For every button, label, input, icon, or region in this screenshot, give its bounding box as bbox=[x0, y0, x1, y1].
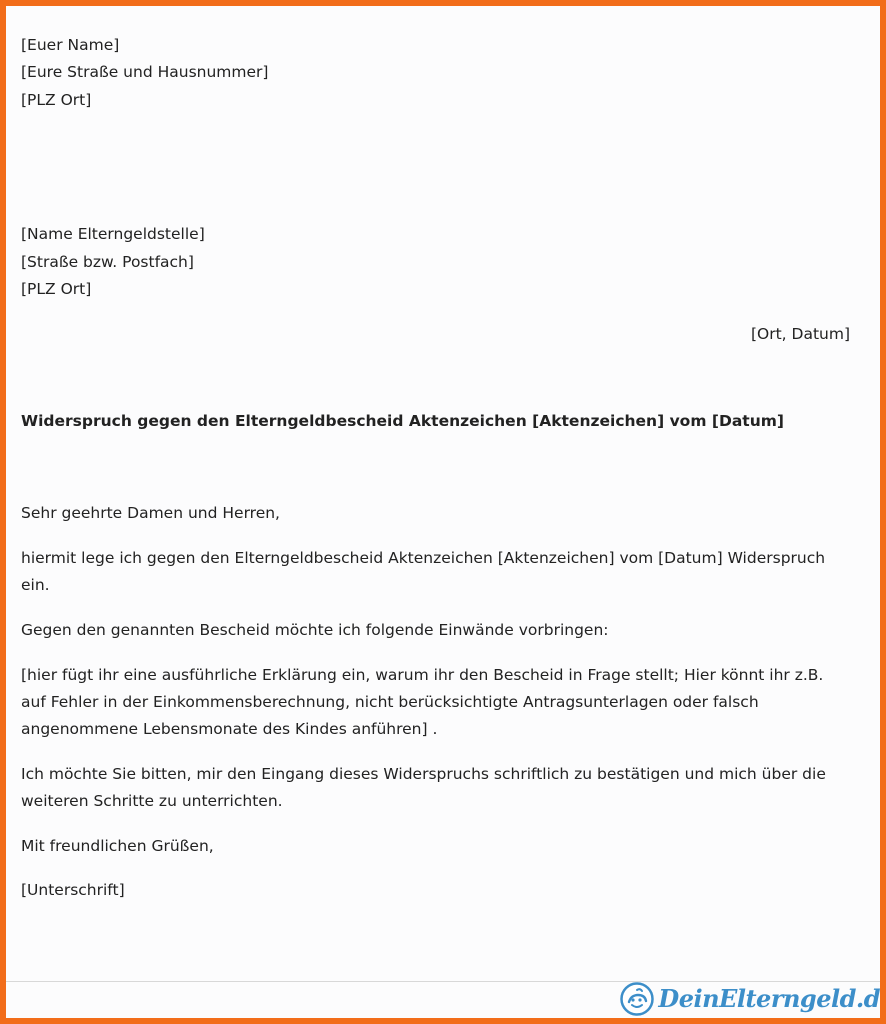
paragraph-4-line-1: Ich möchte Sie bitten, mir den Eingang dieses Widerspruchs schriftlich zu bestätigen und mich über die bbox=[21, 765, 826, 783]
paragraph-3-line-1: [hier fügt ihr eine ausführliche Erklärung ein, warum ihr den Bescheid in Frage stellt; Hier könnt ihr z.B. bbox=[21, 666, 824, 684]
watermark-text: DeinElterngeld.d bbox=[658, 984, 880, 1014]
paragraph-1-line-2: ein. bbox=[21, 576, 50, 594]
recipient-street: [Straße bzw. Postfach] bbox=[21, 253, 194, 271]
salutation: Sehr geehrte Damen und Herren, bbox=[21, 504, 280, 522]
sender-city: [PLZ Ort] bbox=[21, 91, 92, 109]
subject-line: Widerspruch gegen den Elterngeldbescheid Aktenzeichen [Aktenzeichen] vom [Datum] bbox=[21, 412, 784, 430]
baby-logo-icon bbox=[620, 982, 654, 1016]
paragraph-1-line-1: hiermit lege ich gegen den Elterngeldbescheid Aktenzeichen [Aktenzeichen] vom [Datum] Widerspruch bbox=[21, 549, 826, 567]
watermark bbox=[620, 980, 880, 1018]
place-date: [Ort, Datum] bbox=[750, 325, 850, 343]
sender-name: [Euer Name] bbox=[21, 36, 120, 54]
recipient-city: [PLZ Ort] bbox=[21, 280, 92, 298]
paragraph-3-line-2: auf Fehler in der Einkommensberechnung, nicht berücksichtigte Antragsunterlagen oder falsch bbox=[21, 693, 759, 711]
sender-street: [Eure Straße und Hausnummer] bbox=[21, 63, 269, 81]
paragraph-4-line-2: weiteren Schritte zu unterrichten. bbox=[21, 792, 283, 810]
paragraph-3-line-3: angenommene Lebensmonate des Kindes anführen] . bbox=[21, 720, 438, 738]
recipient-name: [Name Elterngeldstelle] bbox=[21, 225, 205, 243]
closing: Mit freundlichen Grüßen, bbox=[21, 837, 214, 855]
letter-document bbox=[6, 6, 880, 1018]
signature-placeholder: [Unterschrift] bbox=[21, 881, 125, 899]
paragraph-2-line-1: Gegen den genannten Bescheid möchte ich folgende Einwände vorbringen: bbox=[21, 621, 609, 639]
